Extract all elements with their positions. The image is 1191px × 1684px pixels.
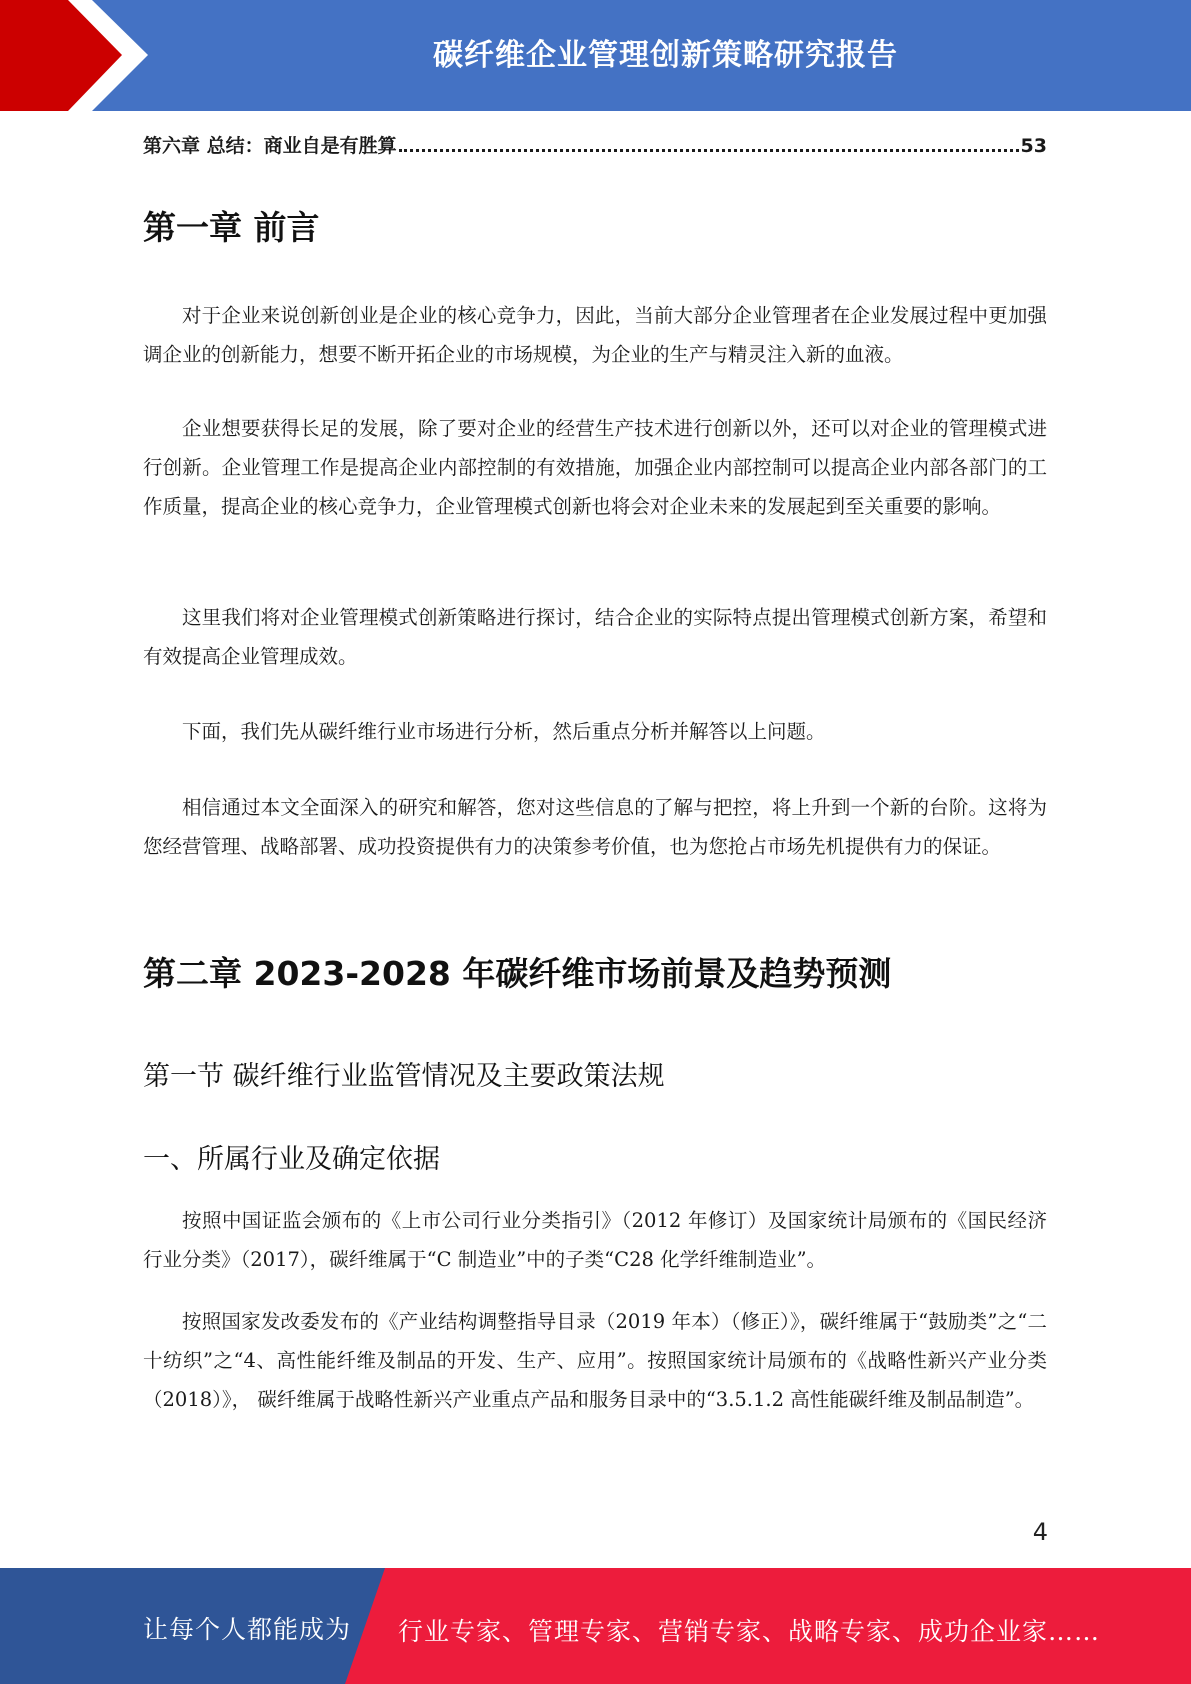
toc-leader-dots: [399, 149, 1019, 152]
page-number: 4: [1032, 1518, 1048, 1546]
chapter2-heading: 第二章 2023-2028 年碳纤维市场前景及趋势预测: [143, 954, 892, 993]
header-chevron-decoration: [0, 0, 160, 111]
footer-slogan-left: 让每个人都能成为: [143, 1615, 352, 1644]
chapter1-paragraph: 下面，我们先从碳纤维行业市场进行分析，然后重点分析并解答以上问题。: [182, 720, 826, 743]
chapter2-paragraph: 按照国家发改委发布的《产业结构调整指导目录（2019 年本）（修正）》，碳纤维属于“鼓励类”之“二十纺织”之“4、高性能纤维及制品的开发、生产、应用”。按照国家统计局颁布的《战略性新兴产业分类（2018）》， 碳纤维属于战略性新兴产业重点产品和服务目录中的“3.5.1.2 高性能碳纤维及制品制造”。: [143, 1310, 1047, 1411]
header-banner: [0, 0, 1191, 111]
subsection-heading: 一、所属行业及确定依据: [143, 1144, 440, 1175]
toc-entry[interactable]: [143, 131, 1047, 157]
footer-slogan-right: 行业专家、管理专家、营销专家、战略专家、成功企业家……: [398, 1617, 1101, 1646]
section-heading: 第一节 碳纤维行业监管情况及主要政策法规: [143, 1061, 665, 1092]
chapter2-paragraph: 按照中国证监会颁布的《上市公司行业分类指引》（2012 年修订）及国家统计局颁布的《国民经济行业分类》（2017），碳纤维属于“C 制造业”中的子类“C28 化学纤维制造业”。: [143, 1209, 1047, 1271]
chapter1-paragraph: 对于企业来说创新创业是企业的核心竞争力，因此，当前大部分企业管理者在企业发展过程中更加强调企业的创新能力，想要不断开拓企业的市场规模，为企业的生产与精灵注入新的血液。: [143, 304, 1047, 366]
toc-entry-page: 53: [1020, 135, 1047, 157]
chapter1-paragraph: 相信通过本文全面深入的研究和解答，您对这些信息的了解与把控，将上升到一个新的台阶。这将为您经营管理、战略部署、成功投资提供有力的决策参考价值，也为您抢占市场先机提供有力的保证。: [143, 796, 1047, 858]
report-title: 碳纤维企业管理创新策略研究报告: [433, 38, 898, 73]
toc-entry-label: 第六章 总结：商业自是有胜算: [143, 135, 397, 157]
chapter1-paragraph: 企业想要获得长足的发展，除了要对企业的经营生产技术进行创新以外，还可以对企业的管理模式进行创新。企业管理工作是提高企业内部控制的有效措施，加强企业内部控制可以提高企业内部各部门的工作质量，提高企业的核心竞争力，企业管理模式创新也将会对企业未来的发展起到至关重要的影响。: [143, 417, 1047, 518]
chapter1-paragraph: 这里我们将对企业管理模式创新策略进行探讨，结合企业的实际特点提出管理模式创新方案，希望和有效提高企业管理成效。: [143, 606, 1047, 668]
footer-banner: [0, 1568, 1191, 1684]
chapter1-heading: 第一章 前言: [143, 208, 320, 247]
